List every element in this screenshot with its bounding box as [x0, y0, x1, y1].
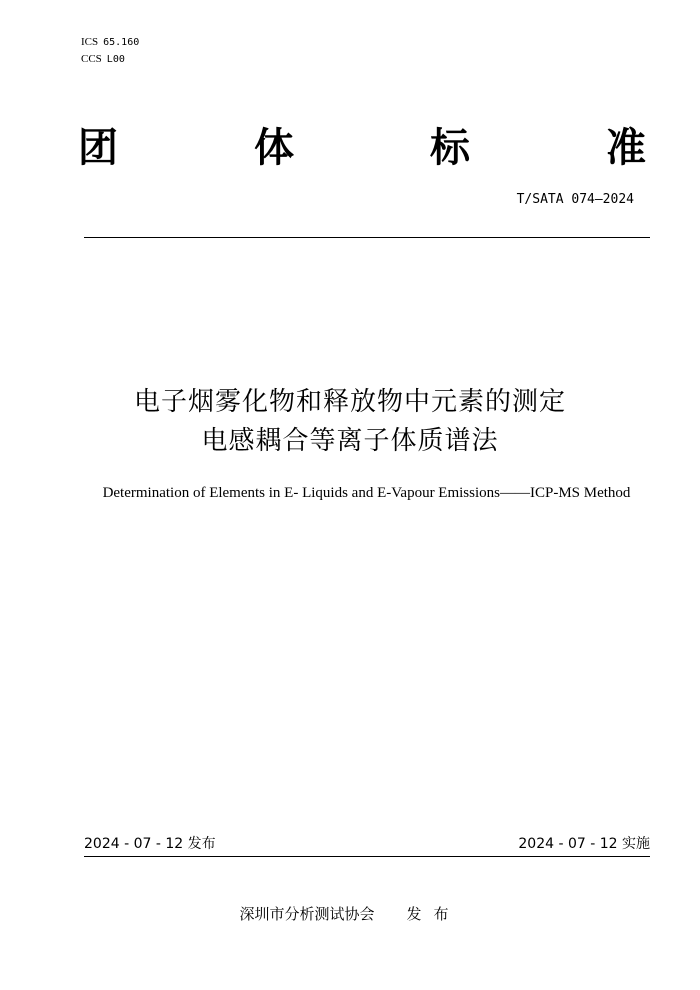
ccs-code: L00: [106, 54, 125, 65]
cn-title-line1: 电子烟雾化物和释放物中元素的测定: [133, 387, 566, 417]
ccs-label: CCS: [81, 53, 102, 65]
implement-date: 2024 - 07 - 12 实施: [518, 836, 650, 852]
title-char-1: 团: [78, 125, 118, 171]
cn-title-line2: 电感耦合等离子体质谱法: [201, 426, 499, 456]
standard-type-title: [78, 122, 646, 174]
header-divider: [84, 237, 650, 238]
footer-divider: [84, 856, 650, 857]
publisher-line: [0, 904, 700, 924]
ics-code: 65.160: [103, 37, 140, 48]
standard-number: T/SATA 074—2024: [516, 192, 634, 207]
title-char-4: 准: [606, 125, 646, 171]
publish-date: 2024 - 07 - 12 发布: [84, 836, 216, 852]
ccs-line: [81, 53, 125, 66]
en-title: Determination of Elements in E- Liquids and E-Vapour Emissions——ICP-MS Method: [102, 485, 631, 501]
issue-label: 发布: [406, 905, 461, 923]
publisher-name: 深圳市分析测试协会: [239, 905, 375, 923]
ics-line: [81, 36, 139, 49]
title-char-2: 体: [254, 125, 294, 171]
title-char-3: 标: [430, 125, 470, 171]
ics-label: ICS: [81, 36, 99, 48]
